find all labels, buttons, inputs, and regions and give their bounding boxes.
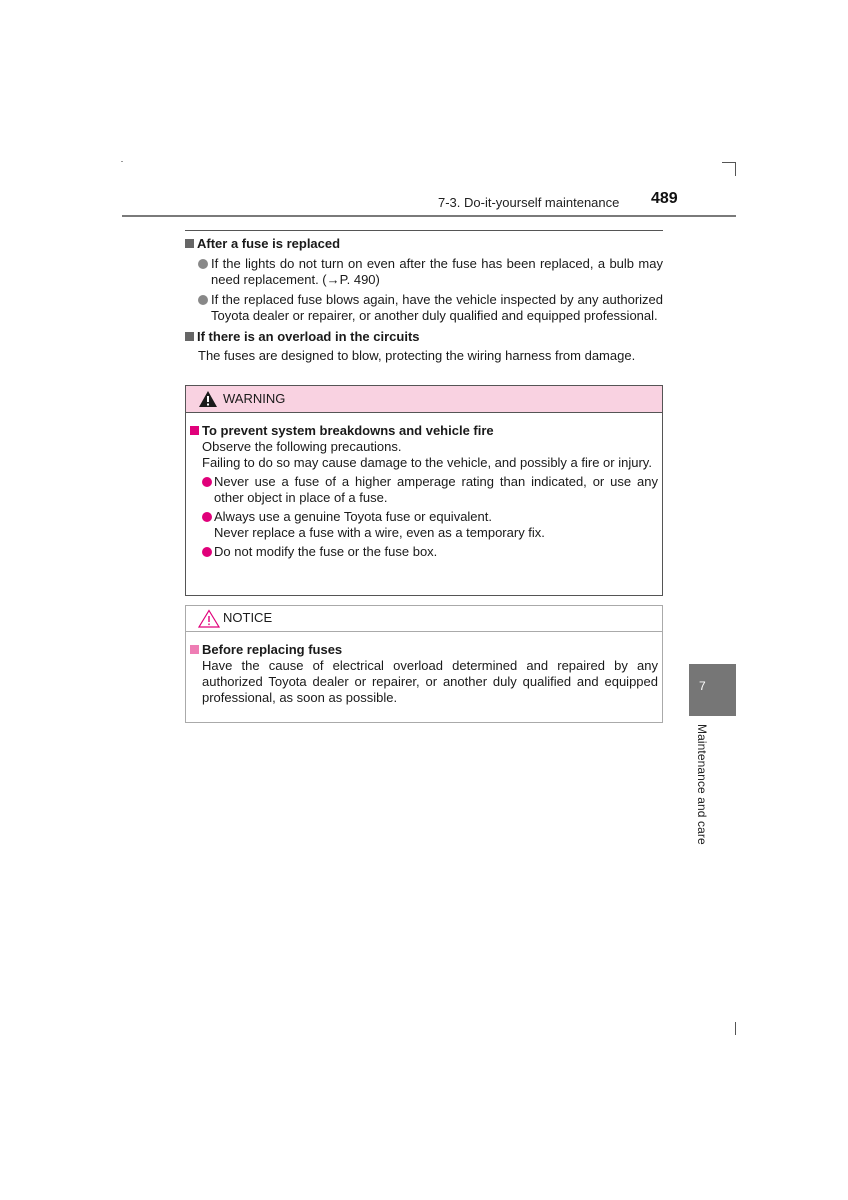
bullet-icon: [198, 295, 208, 305]
paragraph: Have the cause of electrical overload determined and repaired by any authorized Toyota dealer or repairer, or another duly qualified and equipped professional, as soon as possible.: [202, 658, 658, 705]
main-content: [185, 230, 663, 364]
section-heading: After a fuse is replaced: [185, 236, 663, 252]
warning-heading: To prevent system breakdowns and vehicle fire: [190, 423, 658, 439]
square-bullet-icon: [185, 239, 194, 248]
square-bullet-icon: [190, 645, 199, 654]
section-heading: If there is an overload in the circuits: [185, 329, 663, 345]
crop-mark: [735, 1022, 736, 1035]
square-bullet-icon: [190, 426, 199, 435]
caution-icon: [198, 609, 220, 628]
list-item: Do not modify the fuse or the fuse box.: [190, 544, 658, 560]
crop-mark: [722, 162, 736, 163]
notice-body: [186, 632, 662, 706]
warning-header: [186, 386, 662, 413]
chapter-title: Maintenance and care: [695, 724, 709, 845]
crop-mark: [735, 162, 736, 176]
square-bullet-icon: [185, 332, 194, 341]
list-item: Never use a fuse of a higher amperage rating than indicated, or use any other object in place of a fuse.: [190, 474, 658, 506]
list-item: If the lights do not turn on even after the fuse has been replaced, a bulb may need replacement. (→P. 490): [185, 256, 663, 288]
bullet-icon: [202, 547, 212, 557]
bullet-icon: [202, 512, 212, 522]
warning-box: [185, 385, 663, 596]
notice-header: [186, 606, 662, 632]
notice-label: NOTICE: [223, 610, 273, 625]
warning-icon: [198, 390, 218, 408]
notice-box: [185, 605, 663, 723]
header-rule: [122, 215, 736, 217]
chapter-number: 7: [699, 679, 706, 693]
list-item: Always use a genuine Toyota fuse or equivalent. Never replace a fuse with a wire, even as a temporary fix.: [190, 509, 658, 541]
paragraph: Observe the following precautions.: [202, 439, 402, 454]
notice-heading: Before replacing fuses: [190, 642, 658, 658]
section-title: 7-3. Do-it-yourself maintenance: [438, 195, 620, 210]
bullet-icon: [202, 477, 212, 487]
page-number: 489: [651, 190, 678, 207]
warning-label: WARNING: [223, 391, 286, 406]
paragraph: Failing to do so may cause damage to the vehicle, and possibly a fire or injury.: [202, 455, 652, 470]
chapter-tab: [689, 664, 736, 716]
bullet-icon: [198, 259, 208, 269]
warning-body: [186, 413, 662, 560]
paragraph: The fuses are designed to blow, protecting the wiring harness from damage.: [198, 348, 636, 363]
list-item: If the replaced fuse blows again, have the vehicle inspected by any authorized Toyota dealer or repairer, or another duly qualified and equipped professional.: [185, 292, 663, 324]
crop-mark: [121, 161, 123, 162]
